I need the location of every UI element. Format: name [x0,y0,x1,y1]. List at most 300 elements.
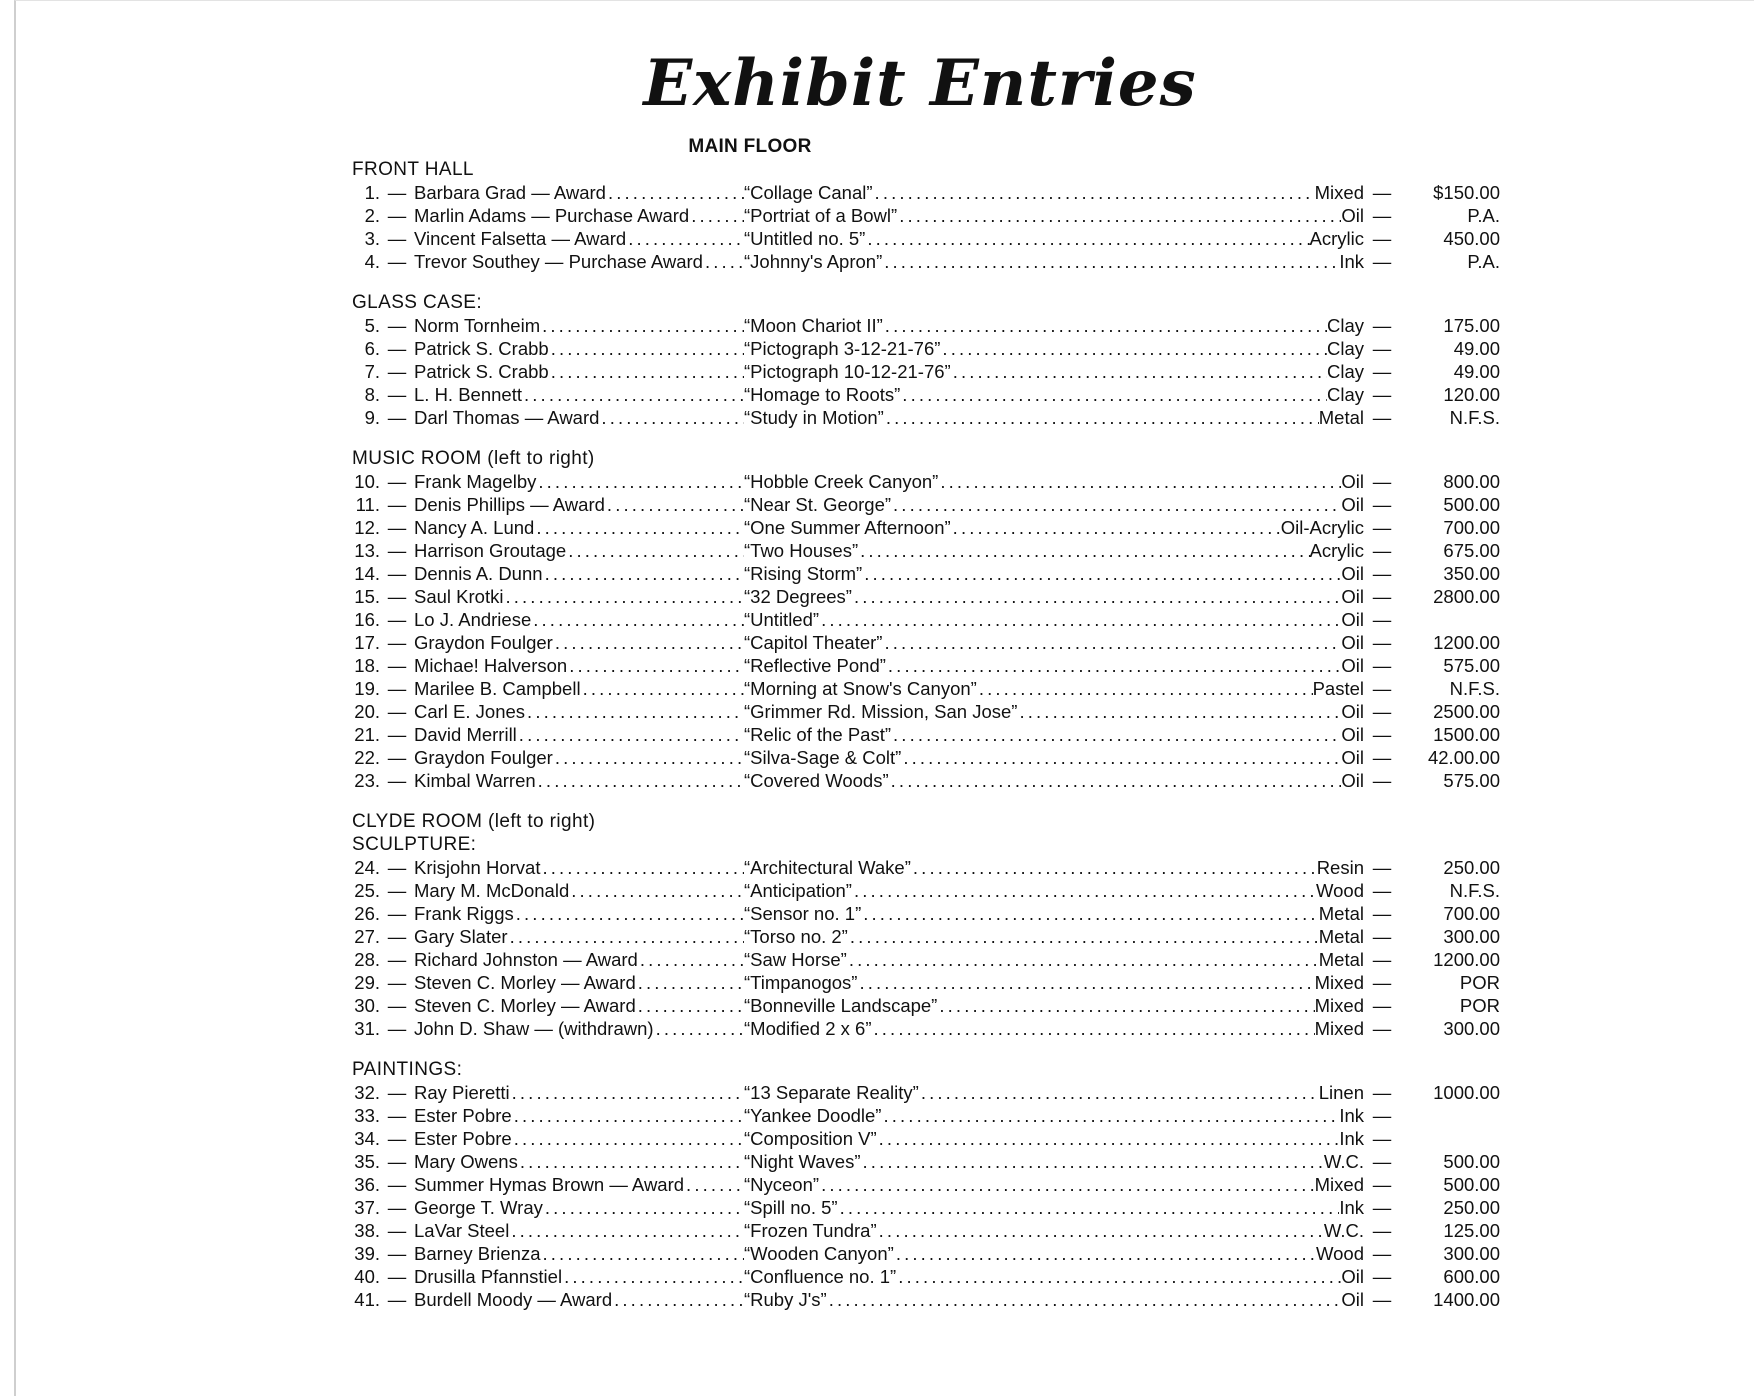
work-column [744,1150,1364,1173]
entry-dash: — [1372,632,1392,653]
exhibit-entry [330,314,1530,337]
work-medium: Acrylic [1309,228,1364,249]
work-title: “32 Degrees” [744,586,852,607]
artist-name: Marilee B. Campbell [414,678,581,699]
entry-number: 41. [354,1289,380,1310]
entry-number: 12. [354,517,380,538]
dot-leader [896,1265,1341,1288]
work-title: “Architectural Wake” [744,857,911,878]
artist-name: Barney Brienza [414,1243,541,1264]
entry-number: 11. [355,494,380,515]
work-column [744,562,1364,585]
entry-list [330,314,1530,429]
work-medium: W.C. [1323,1151,1364,1172]
work-medium: Metal [1318,903,1364,924]
work-column [744,1081,1364,1104]
dot-leader [889,769,1342,792]
entry-number: 25. [354,880,380,901]
section-heading: FRONT HALL [352,159,474,180]
entry-number: 33. [354,1105,380,1126]
work-price: N.F.S. [1449,678,1500,699]
work-medium: Oil-Acrylic [1280,517,1364,538]
work-price: N.F.S. [1449,407,1500,428]
entry-dash: — [1372,949,1392,970]
exhibit-listing [330,158,1530,1311]
dot-leader [536,769,744,792]
exhibit-entry [330,1150,1530,1173]
entry-dash: — [1372,471,1392,492]
entry-dash: — [1372,770,1392,791]
artist-name: LaVar Steel [414,1220,510,1241]
dot-leader [901,746,1341,769]
work-column [744,1173,1364,1196]
exhibit-entry [330,227,1530,250]
work-title: “Untitled no. 5” [744,228,866,249]
work-column [744,902,1364,925]
work-medium: Ink [1339,1105,1364,1126]
artist-column [414,1127,744,1150]
artist-column [414,470,744,493]
artist-name: Drusilla Pfannstiel [414,1266,563,1287]
work-column [744,856,1364,879]
dot-leader [549,360,744,383]
dot-leader [509,1219,744,1242]
exhibit-entry [330,383,1530,406]
entry-dash: — [1372,205,1392,226]
work-title: “Night Waves” [744,1151,861,1172]
work-column [744,654,1364,677]
work-column [744,631,1364,654]
artist-column [414,902,744,925]
work-price: 450.00 [1443,228,1500,249]
work-price: 675.00 [1443,540,1500,561]
work-price: P.A. [1467,205,1500,226]
entry-dash: — [387,563,407,584]
entry-dash: — [1372,1197,1392,1218]
entry-dash: — [387,903,407,924]
artist-name: Richard Johnston — Award [414,949,638,970]
work-title: “Nyceon” [744,1174,820,1195]
dot-leader [543,562,744,585]
dot-leader [891,723,1341,746]
work-medium: Resin [1316,857,1364,878]
artist-column [414,337,744,360]
artist-name: Steven C. Morley — Award [414,972,636,993]
artist-name: Gary Slater [414,926,508,947]
work-medium: Clay [1326,384,1364,405]
entry-number: 26. [354,903,380,924]
work-column [744,227,1364,250]
entry-number: 35. [354,1151,380,1172]
exhibit-section [330,810,1530,1040]
entry-dash: — [387,747,407,768]
dot-leader [684,1173,744,1196]
artist-name: Ester Pobre [414,1128,512,1149]
artist-name: Dennis A. Dunn [414,563,543,584]
work-medium: Oil [1341,563,1364,584]
dot-leader [522,383,744,406]
entry-dash: — [387,655,407,676]
work-column [744,181,1364,204]
dot-leader [689,204,744,227]
artist-column [414,1017,744,1040]
dot-leader [569,879,744,902]
work-price: 2500.00 [1433,701,1500,722]
exhibit-entry [330,971,1530,994]
artist-name: Ray Pieretti [414,1082,510,1103]
dot-leader [900,383,1327,406]
work-title: “Grimmer Rd. Mission, San Jose” [744,701,1018,722]
entry-number: 4. [364,251,380,272]
dot-leader [819,608,1341,631]
work-column [744,1265,1364,1288]
artist-name: Harrison Groutage [414,540,567,561]
entry-dash: — [387,926,407,947]
entry-dash: — [387,517,407,538]
exhibit-entry [330,769,1530,792]
work-price: 300.00 [1443,1018,1500,1039]
entry-dash: — [387,1243,407,1264]
work-title: “Rising Storm” [744,563,863,584]
artist-name: Nancy A. Lund [414,517,535,538]
floor-subtitle: MAIN FLOOR [688,136,812,157]
artist-name: Graydon Foulger [414,632,553,653]
work-title: “Torso no. 2” [744,926,848,947]
dot-leader [612,1288,744,1311]
entry-number: 30. [354,995,380,1016]
artist-column [414,1104,744,1127]
work-price: 120.00 [1443,384,1500,405]
work-column [744,539,1364,562]
entry-number: 38. [354,1220,380,1241]
work-title: “Johnny's Apron” [744,251,883,272]
exhibit-entry [330,608,1530,631]
entry-dash: — [1372,1128,1392,1149]
entry-dash: — [1372,609,1392,630]
entry-number: 39. [354,1243,380,1264]
work-column [744,406,1364,429]
entry-dash: — [1372,995,1392,1016]
entry-number: 24. [354,857,380,878]
work-column [744,925,1364,948]
entry-dash: — [387,540,407,561]
work-medium: Oil [1341,205,1364,226]
work-price: 1500.00 [1433,724,1500,745]
artist-column [414,879,744,902]
work-medium: W.C. [1323,1220,1364,1241]
work-column [744,1127,1364,1150]
work-title: “Untitled” [744,609,820,630]
work-title: “Silva-Sage & Colt” [744,747,902,768]
artist-name: Marlin Adams — Purchase Award [414,205,690,226]
dot-leader [636,994,744,1017]
work-column [744,700,1364,723]
entry-dash: — [387,1082,407,1103]
dot-leader [847,948,1319,971]
work-price: 575.00 [1443,655,1500,676]
artist-column [414,700,744,723]
artist-column [414,1173,744,1196]
entry-dash: — [387,1174,407,1195]
artist-column [414,562,744,585]
dot-leader [503,585,744,608]
entry-list [330,856,1530,1040]
artist-column [414,1242,744,1265]
entry-number: 27. [354,926,380,947]
entry-dash: — [387,857,407,878]
entry-dash: — [387,995,407,1016]
work-medium: Linen [1318,1082,1364,1103]
work-price: 175.00 [1443,315,1500,336]
dot-leader [827,1288,1342,1311]
work-medium: Oil [1341,471,1364,492]
entry-dash: — [1372,1082,1392,1103]
work-title: “Timpanogos” [744,972,858,993]
work-title: “Sensor no. 1” [744,903,862,924]
dot-leader [517,723,744,746]
artist-column [414,493,744,516]
work-title: “Composition V” [744,1128,877,1149]
exhibit-entry [330,902,1530,925]
exhibit-section [330,447,1530,792]
work-medium: Oil [1341,655,1364,676]
entry-dash: — [1372,361,1392,382]
exhibit-entry [330,631,1530,654]
dot-leader [508,925,744,948]
work-column [744,723,1364,746]
work-medium: Mixed [1314,182,1364,203]
artist-column [414,677,744,700]
entry-number: 36. [354,1174,380,1195]
work-column [744,769,1364,792]
exhibit-section [330,158,1530,273]
entry-dash: — [1372,384,1392,405]
dot-leader [862,562,1341,585]
dot-leader [861,1150,1324,1173]
work-medium: Metal [1318,949,1364,970]
artist-name: John D. Shaw — (withdrawn) [414,1018,654,1039]
work-column [744,746,1364,769]
entry-number: 28. [354,949,380,970]
work-medium: Oil [1341,586,1364,607]
entry-number: 9. [364,407,380,428]
work-medium: Oil [1341,494,1364,515]
entry-number: 1. [364,182,380,203]
work-title: “Covered Woods” [744,770,889,791]
dot-leader [919,1081,1319,1104]
entry-dash: — [1372,315,1392,336]
artist-name: David Merrill [414,724,517,745]
dot-leader [540,856,744,879]
section-heading: PAINTINGS: [352,1059,463,1080]
exhibit-section [330,291,1530,429]
dot-leader [525,700,744,723]
dot-leader [512,1104,744,1127]
artist-column [414,181,744,204]
work-price: 800.00 [1443,471,1500,492]
work-medium: Clay [1326,361,1364,382]
section-heading: MUSIC ROOM (left to right) [352,448,595,469]
work-column [744,1288,1364,1311]
entry-dash: — [387,228,407,249]
entry-number: 2. [364,205,380,226]
work-price: 125.00 [1443,1220,1500,1241]
dot-leader [861,902,1319,925]
entry-dash: — [387,1266,407,1287]
artist-name: Mary Owens [414,1151,518,1172]
entry-dash: — [387,1105,407,1126]
exhibit-entry [330,879,1530,902]
dot-leader [852,585,1341,608]
work-price: P.A. [1467,251,1500,272]
artist-column [414,723,744,746]
exhibit-entry [330,1242,1530,1265]
work-column [744,994,1364,1017]
work-title: “Study in Motion” [744,407,884,428]
dot-leader [951,360,1327,383]
work-column [744,470,1364,493]
entry-dash: — [1372,407,1392,428]
artist-column [414,971,744,994]
work-title: “Saw Horse” [744,949,847,970]
dot-leader [531,608,744,631]
work-column [744,337,1364,360]
work-column [744,1219,1364,1242]
dot-leader [886,654,1341,677]
artist-column [414,314,744,337]
dot-leader [891,493,1341,516]
entry-number: 17. [354,632,380,653]
exhibit-entry [330,1081,1530,1104]
artist-column [414,383,744,406]
dot-leader [873,181,1315,204]
work-column [744,608,1364,631]
entry-dash: — [1372,880,1392,901]
dot-leader [543,1196,744,1219]
entry-dash: — [1372,338,1392,359]
work-title: “Bonneville Landscape” [744,995,938,1016]
work-price: $150.00 [1433,182,1500,203]
artist-column [414,769,744,792]
entry-dash: — [1372,251,1392,272]
work-price: 300.00 [1443,926,1500,947]
dot-leader [626,227,744,250]
entry-dash: — [387,972,407,993]
artist-column [414,994,744,1017]
artist-name: Graydon Foulger [414,747,553,768]
dot-leader [636,971,744,994]
work-price: 2800.00 [1433,586,1500,607]
entry-number: 10. [354,471,380,492]
dot-leader [703,250,744,273]
artist-name: L. H. Bennett [414,384,522,405]
dot-leader [540,314,744,337]
entry-number: 19. [354,678,380,699]
dot-leader [848,925,1319,948]
entry-dash: — [1372,724,1392,745]
exhibit-entry [330,654,1530,677]
exhibit-entry [330,1196,1530,1219]
artist-name: George T. Wray [414,1197,543,1218]
work-medium: Oil [1341,632,1364,653]
entry-dash: — [1372,586,1392,607]
dot-leader [852,879,1316,902]
artist-name: Lo J. Andriese [414,609,532,630]
artist-column [414,1219,744,1242]
work-medium: Oil [1341,747,1364,768]
artist-name: Darl Thomas — Award [414,407,600,428]
dot-leader [911,856,1317,879]
entry-number: 29. [354,972,380,993]
entry-dash: — [387,251,407,272]
work-column [744,250,1364,273]
work-price: 42.00.00 [1427,747,1500,768]
work-medium: Ink [1339,1128,1364,1149]
artist-column [414,654,744,677]
entry-dash: — [1372,182,1392,203]
artist-name: Saul Krotki [414,586,504,607]
entry-dash: — [1372,563,1392,584]
entry-list [330,470,1530,792]
exhibit-entry [330,746,1530,769]
work-title: “Relic of the Past” [744,724,892,745]
entry-number: 18. [354,655,380,676]
dot-leader [882,631,1341,654]
dot-leader [638,948,744,971]
work-column [744,1196,1364,1219]
dot-leader [877,1219,1324,1242]
exhibit-entry [330,250,1530,273]
entry-dash: — [387,1197,407,1218]
artist-column [414,631,744,654]
work-column [744,493,1364,516]
artist-name: Patrick S. Crabb [414,361,549,382]
entry-dash: — [1372,655,1392,676]
entry-dash: — [1372,1243,1392,1264]
artist-column [414,204,744,227]
artist-column [414,516,744,539]
work-price: 500.00 [1443,1151,1500,1172]
dot-leader [514,902,744,925]
work-column [744,879,1364,902]
entry-dash: — [1372,540,1392,561]
entry-dash: — [1372,517,1392,538]
exhibit-entry [330,181,1530,204]
entry-dash: — [1372,747,1392,768]
entry-dash: — [1372,926,1392,947]
work-price: 250.00 [1443,857,1500,878]
work-title: “Wooden Canyon” [744,1243,894,1264]
artist-name: Denis Phillips — Award [414,494,605,515]
entry-dash: — [387,609,407,630]
exhibit-entry [330,516,1530,539]
work-column [744,383,1364,406]
work-title: “Confluence no. 1” [744,1266,897,1287]
exhibit-entry [330,1127,1530,1150]
work-title: “Moon Chariot II” [744,315,883,336]
entry-dash: — [1372,701,1392,722]
entry-dash: — [387,407,407,428]
entry-dash: — [387,949,407,970]
artist-name: Burdell Moody — Award [414,1289,613,1310]
exhibit-entry [330,406,1530,429]
entry-number: 23. [354,770,380,791]
work-price: 300.00 [1443,1243,1500,1264]
work-title: “Ruby J's” [744,1289,827,1310]
work-title: “Anticipation” [744,880,852,901]
dot-leader [838,1196,1340,1219]
artist-column [414,250,744,273]
